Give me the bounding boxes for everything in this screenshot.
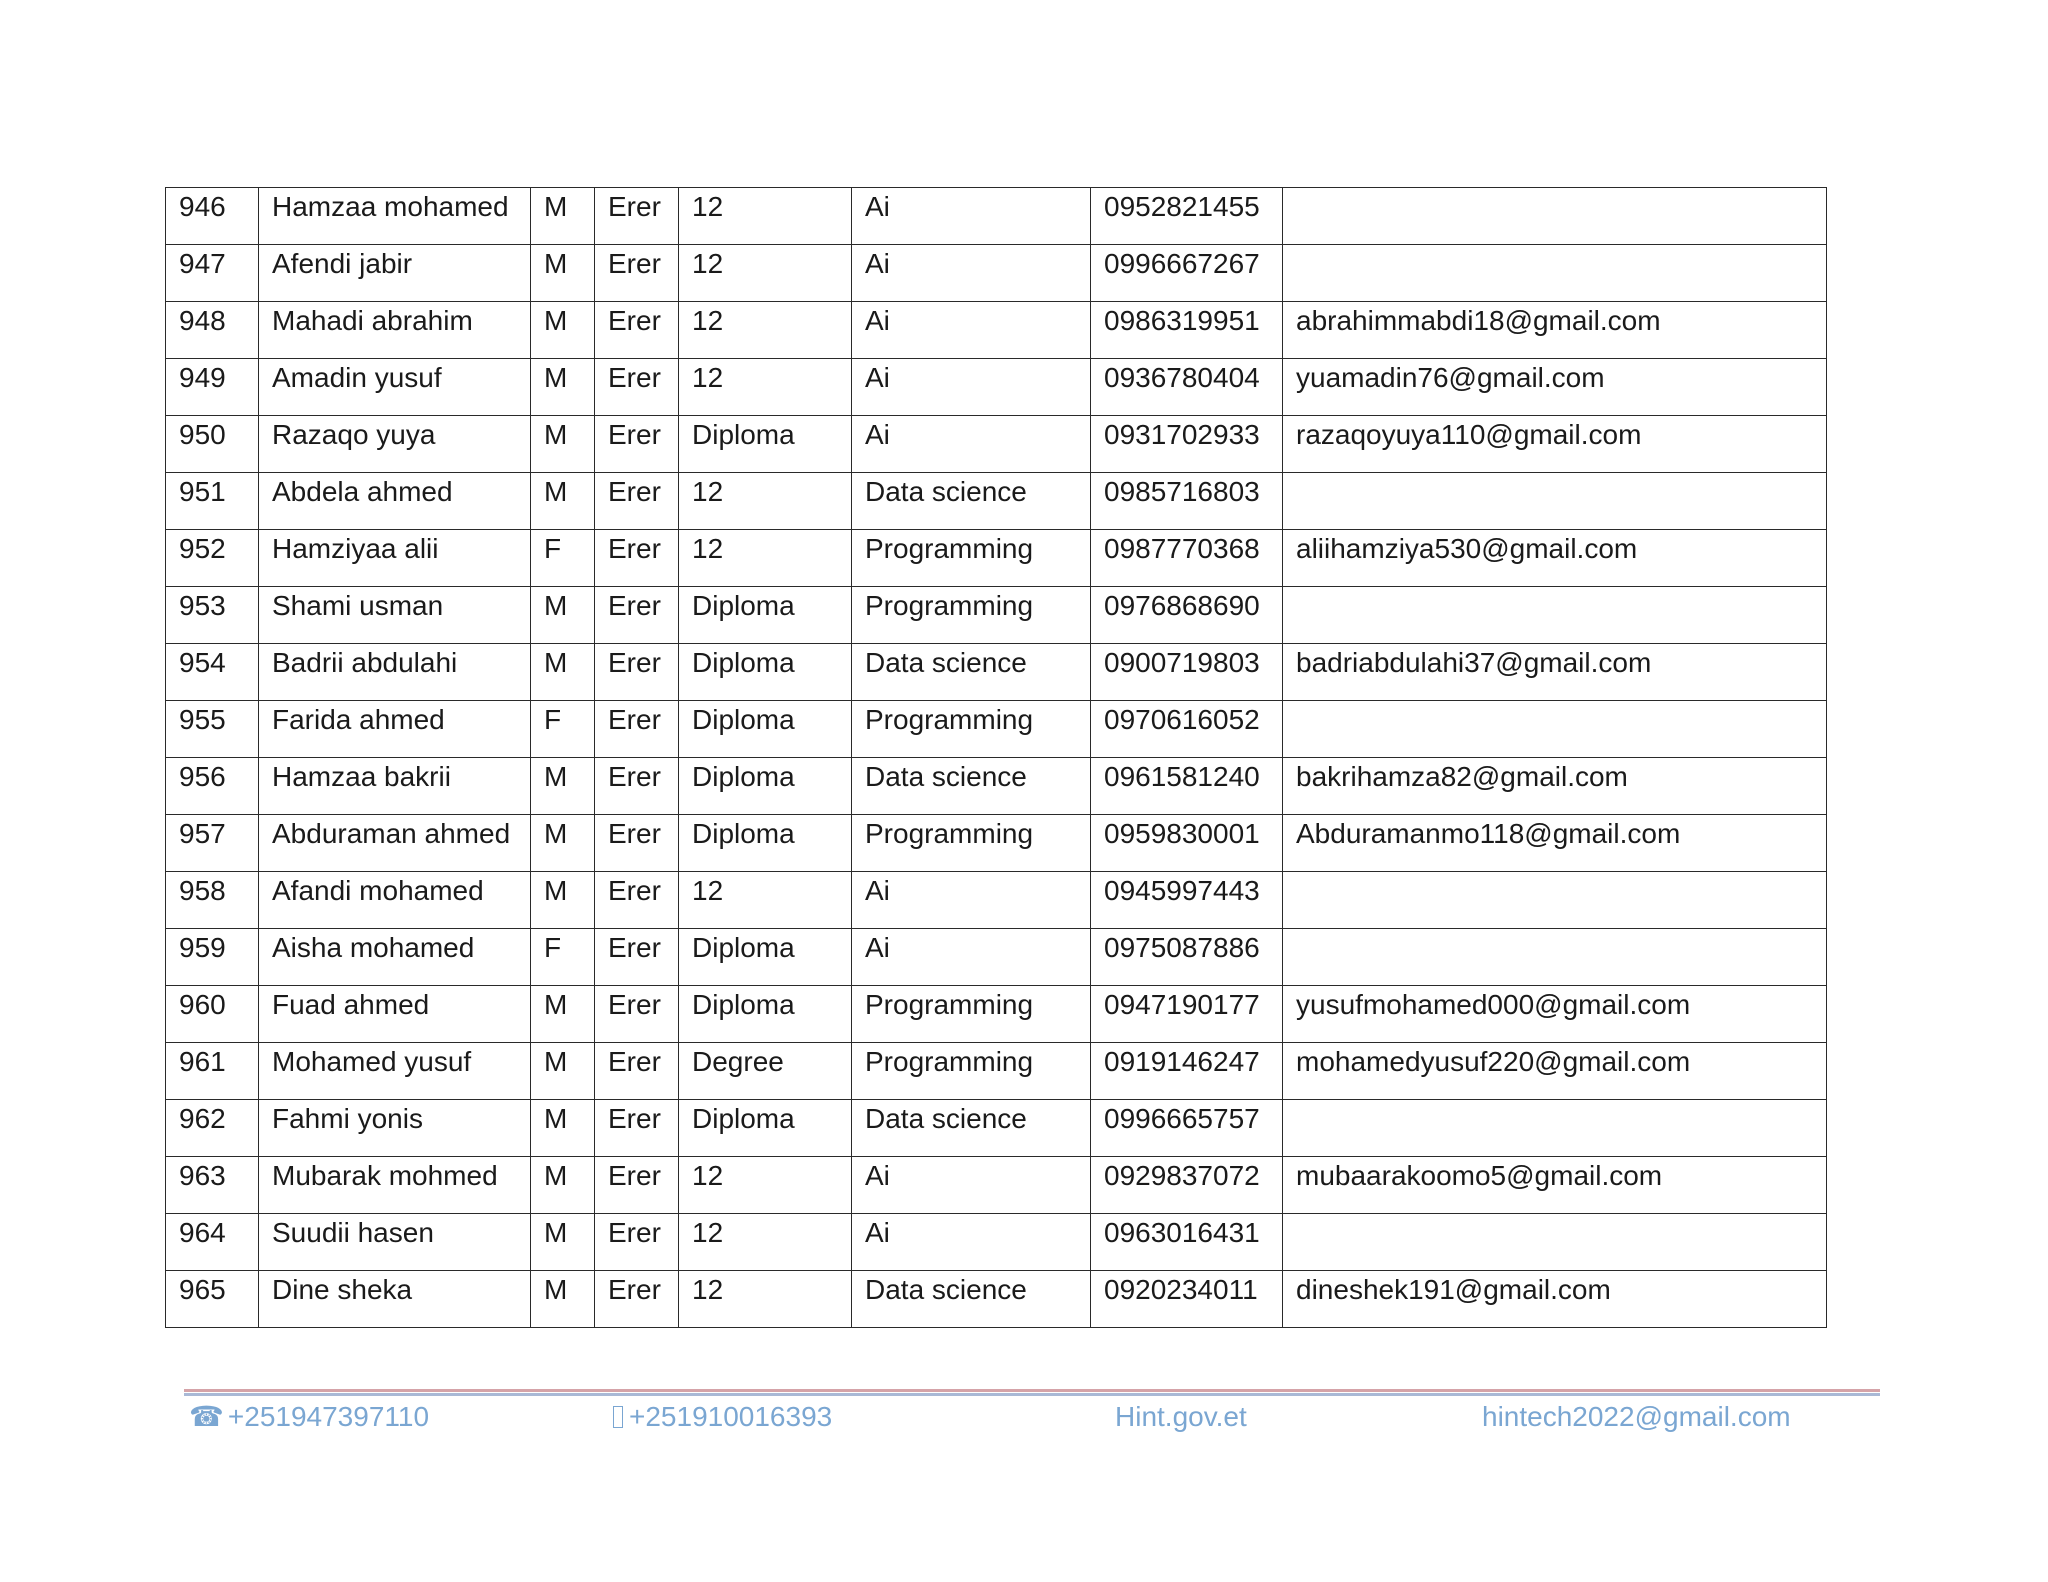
cell-field-of-study: Ai — [852, 302, 1091, 359]
cell-phone-number: 0920234011 — [1091, 1271, 1283, 1328]
cell-education-level: 12 — [679, 359, 852, 416]
cell-row-number: 947 — [166, 245, 259, 302]
roster-body — [166, 188, 1827, 1328]
cell-row-number: 952 — [166, 530, 259, 587]
table-row — [166, 815, 1827, 872]
cell-sex: M — [531, 1157, 595, 1214]
cell-field-of-study: Programming — [852, 815, 1091, 872]
cell-full-name: Farida ahmed — [259, 701, 531, 758]
cell-row-number: 956 — [166, 758, 259, 815]
cell-row-number: 949 — [166, 359, 259, 416]
cell-field-of-study: Ai — [852, 929, 1091, 986]
cell-location: Erer — [595, 1271, 679, 1328]
cell-field-of-study: Programming — [852, 701, 1091, 758]
cell-education-level: 12 — [679, 1271, 852, 1328]
trainee-roster-table — [165, 187, 1827, 1328]
cell-sex: M — [531, 1043, 595, 1100]
cell-location: Erer — [595, 302, 679, 359]
cell-row-number: 965 — [166, 1271, 259, 1328]
cell-sex: M — [531, 245, 595, 302]
cell-phone-number: 0945997443 — [1091, 872, 1283, 929]
cell-location: Erer — [595, 1214, 679, 1271]
cell-full-name: Razaqo yuya — [259, 416, 531, 473]
cell-location: Erer — [595, 587, 679, 644]
cell-education-level: Diploma — [679, 587, 852, 644]
cell-row-number: 946 — [166, 188, 259, 245]
cell-email-address: aliihamziya530@gmail.com — [1283, 530, 1827, 587]
footer-email[interactable]: hintech2022@gmail.com — [1482, 1401, 1791, 1432]
cell-field-of-study: Data science — [852, 473, 1091, 530]
cell-row-number: 950 — [166, 416, 259, 473]
cell-education-level: 12 — [679, 245, 852, 302]
cell-row-number: 963 — [166, 1157, 259, 1214]
cell-location: Erer — [595, 359, 679, 416]
cell-location: Erer — [595, 758, 679, 815]
table-row — [166, 929, 1827, 986]
table-row — [166, 245, 1827, 302]
cell-row-number: 957 — [166, 815, 259, 872]
cell-location: Erer — [595, 815, 679, 872]
cell-sex: M — [531, 1100, 595, 1157]
page-footer — [0, 1397, 2048, 1437]
cell-phone-number: 0970616052 — [1091, 701, 1283, 758]
footer-phone-1-text: +251947397110 — [227, 1401, 430, 1432]
cell-email-address: yuamadin76@gmail.com — [1283, 359, 1827, 416]
cell-field-of-study: Programming — [852, 986, 1091, 1043]
cell-full-name: Hamziyaa alii — [259, 530, 531, 587]
cell-phone-number: 0996667267 — [1091, 245, 1283, 302]
cell-email-address — [1283, 1214, 1827, 1271]
cell-full-name: Mubarak mohmed — [259, 1157, 531, 1214]
cell-row-number: 958 — [166, 872, 259, 929]
cell-sex: M — [531, 815, 595, 872]
cell-email-address: dineshek191@gmail.com — [1283, 1271, 1827, 1328]
cell-email-address: badriabdulahi37@gmail.com — [1283, 644, 1827, 701]
table-row — [166, 473, 1827, 530]
cell-field-of-study: Ai — [852, 1214, 1091, 1271]
mobile-phone-icon — [613, 1406, 623, 1428]
cell-education-level: Degree — [679, 1043, 852, 1100]
table-row — [166, 701, 1827, 758]
cell-field-of-study: Ai — [852, 359, 1091, 416]
table-row — [166, 1043, 1827, 1100]
cell-phone-number: 0952821455 — [1091, 188, 1283, 245]
cell-field-of-study: Data science — [852, 758, 1091, 815]
cell-sex: M — [531, 188, 595, 245]
cell-full-name: Amadin yusuf — [259, 359, 531, 416]
cell-education-level: Diploma — [679, 644, 852, 701]
cell-phone-number: 0900719803 — [1091, 644, 1283, 701]
cell-row-number: 960 — [166, 986, 259, 1043]
cell-full-name: Mohamed yusuf — [259, 1043, 531, 1100]
cell-location: Erer — [595, 644, 679, 701]
cell-email-address: yusufmohamed000@gmail.com — [1283, 986, 1827, 1043]
cell-phone-number: 0961581240 — [1091, 758, 1283, 815]
cell-education-level: 12 — [679, 1214, 852, 1271]
cell-full-name: Hamzaa bakrii — [259, 758, 531, 815]
cell-phone-number: 0929837072 — [1091, 1157, 1283, 1214]
table-row — [166, 587, 1827, 644]
cell-full-name: Hamzaa mohamed — [259, 188, 531, 245]
cell-row-number: 962 — [166, 1100, 259, 1157]
cell-sex: M — [531, 359, 595, 416]
cell-location: Erer — [595, 986, 679, 1043]
cell-full-name: Badrii abdulahi — [259, 644, 531, 701]
cell-field-of-study: Ai — [852, 872, 1091, 929]
cell-education-level: 12 — [679, 188, 852, 245]
cell-field-of-study: Programming — [852, 1043, 1091, 1100]
cell-full-name: Abduraman ahmed — [259, 815, 531, 872]
table-row — [166, 1100, 1827, 1157]
cell-sex: M — [531, 1214, 595, 1271]
cell-row-number: 954 — [166, 644, 259, 701]
table-row — [166, 530, 1827, 587]
cell-location: Erer — [595, 701, 679, 758]
cell-email-address — [1283, 1100, 1827, 1157]
cell-education-level: Diploma — [679, 815, 852, 872]
table-row — [166, 302, 1827, 359]
cell-full-name: Mahadi abrahim — [259, 302, 531, 359]
cell-sex: M — [531, 986, 595, 1043]
table-row — [166, 1157, 1827, 1214]
cell-location: Erer — [595, 530, 679, 587]
cell-email-address: mubaarakoomo5@gmail.com — [1283, 1157, 1827, 1214]
cell-education-level: Diploma — [679, 929, 852, 986]
cell-email-address: mohamedyusuf220@gmail.com — [1283, 1043, 1827, 1100]
cell-location: Erer — [595, 416, 679, 473]
cell-education-level: Diploma — [679, 1100, 852, 1157]
cell-row-number: 953 — [166, 587, 259, 644]
cell-email-address — [1283, 872, 1827, 929]
cell-field-of-study: Programming — [852, 587, 1091, 644]
cell-location: Erer — [595, 872, 679, 929]
cell-location: Erer — [595, 473, 679, 530]
cell-email-address — [1283, 587, 1827, 644]
cell-phone-number: 0975087886 — [1091, 929, 1283, 986]
cell-sex: F — [531, 701, 595, 758]
footer-website[interactable]: Hint.gov.et — [1115, 1401, 1247, 1432]
cell-row-number: 959 — [166, 929, 259, 986]
cell-education-level: Diploma — [679, 758, 852, 815]
cell-location: Erer — [595, 1043, 679, 1100]
cell-row-number: 948 — [166, 302, 259, 359]
table-row — [166, 872, 1827, 929]
cell-email-address — [1283, 701, 1827, 758]
cell-location: Erer — [595, 1100, 679, 1157]
table-row — [166, 188, 1827, 245]
cell-sex: M — [531, 587, 595, 644]
cell-field-of-study: Ai — [852, 188, 1091, 245]
cell-email-address: bakrihamza82@gmail.com — [1283, 758, 1827, 815]
cell-phone-number: 0931702933 — [1091, 416, 1283, 473]
cell-location: Erer — [595, 245, 679, 302]
cell-field-of-study: Data science — [852, 1100, 1091, 1157]
cell-phone-number: 0976868690 — [1091, 587, 1283, 644]
cell-education-level: 12 — [679, 530, 852, 587]
cell-phone-number: 0959830001 — [1091, 815, 1283, 872]
cell-field-of-study: Ai — [852, 245, 1091, 302]
cell-field-of-study: Programming — [852, 530, 1091, 587]
table-row — [166, 644, 1827, 701]
cell-education-level: Diploma — [679, 986, 852, 1043]
table-row — [166, 1271, 1827, 1328]
cell-field-of-study: Ai — [852, 1157, 1091, 1214]
cell-full-name: Dine sheka — [259, 1271, 531, 1328]
cell-field-of-study: Ai — [852, 416, 1091, 473]
cell-email-address — [1283, 245, 1827, 302]
cell-phone-number: 0985716803 — [1091, 473, 1283, 530]
cell-row-number: 951 — [166, 473, 259, 530]
cell-full-name: Fuad ahmed — [259, 986, 531, 1043]
cell-email-address — [1283, 473, 1827, 530]
cell-location: Erer — [595, 1157, 679, 1214]
footer-divider — [184, 1389, 1880, 1396]
cell-sex: M — [531, 473, 595, 530]
cell-phone-number: 0963016431 — [1091, 1214, 1283, 1271]
cell-education-level: Diploma — [679, 701, 852, 758]
cell-sex: F — [531, 530, 595, 587]
cell-email-address: Abduramanmo118@gmail.com — [1283, 815, 1827, 872]
cell-full-name: Aisha mohamed — [259, 929, 531, 986]
cell-sex: M — [531, 758, 595, 815]
cell-sex: M — [531, 872, 595, 929]
table-row — [166, 986, 1827, 1043]
footer-phone-2 — [613, 1397, 832, 1437]
cell-row-number: 964 — [166, 1214, 259, 1271]
table-row — [166, 1214, 1827, 1271]
cell-email-address — [1283, 188, 1827, 245]
cell-phone-number: 0987770368 — [1091, 530, 1283, 587]
cell-full-name: Fahmi yonis — [259, 1100, 531, 1157]
table-row — [166, 416, 1827, 473]
cell-email-address — [1283, 929, 1827, 986]
cell-sex: M — [531, 302, 595, 359]
cell-full-name: Afandi mohamed — [259, 872, 531, 929]
cell-location: Erer — [595, 929, 679, 986]
cell-row-number: 955 — [166, 701, 259, 758]
cell-phone-number: 0936780404 — [1091, 359, 1283, 416]
table-row — [166, 758, 1827, 815]
cell-phone-number: 0986319951 — [1091, 302, 1283, 359]
cell-education-level: 12 — [679, 872, 852, 929]
cell-sex: F — [531, 929, 595, 986]
cell-field-of-study: Data science — [852, 1271, 1091, 1328]
cell-phone-number: 0996665757 — [1091, 1100, 1283, 1157]
cell-education-level: 12 — [679, 473, 852, 530]
cell-full-name: Shami usman — [259, 587, 531, 644]
cell-row-number: 961 — [166, 1043, 259, 1100]
cell-sex: M — [531, 644, 595, 701]
cell-full-name: Abdela ahmed — [259, 473, 531, 530]
cell-location: Erer — [595, 188, 679, 245]
table-row — [166, 359, 1827, 416]
cell-email-address: razaqoyuya110@gmail.com — [1283, 416, 1827, 473]
cell-phone-number: 0919146247 — [1091, 1043, 1283, 1100]
cell-full-name: Suudii hasen — [259, 1214, 531, 1271]
cell-education-level: Diploma — [679, 416, 852, 473]
cell-education-level: 12 — [679, 1157, 852, 1214]
telephone-icon: ☎ — [189, 1401, 224, 1432]
cell-full-name: Afendi jabir — [259, 245, 531, 302]
cell-email-address: abrahimmabdi18@gmail.com — [1283, 302, 1827, 359]
cell-sex: M — [531, 416, 595, 473]
cell-sex: M — [531, 1271, 595, 1328]
footer-phone-2-text: +251910016393 — [629, 1401, 833, 1432]
cell-field-of-study: Data science — [852, 644, 1091, 701]
cell-phone-number: 0947190177 — [1091, 986, 1283, 1043]
footer-phone-1 — [189, 1397, 429, 1437]
cell-education-level: 12 — [679, 302, 852, 359]
